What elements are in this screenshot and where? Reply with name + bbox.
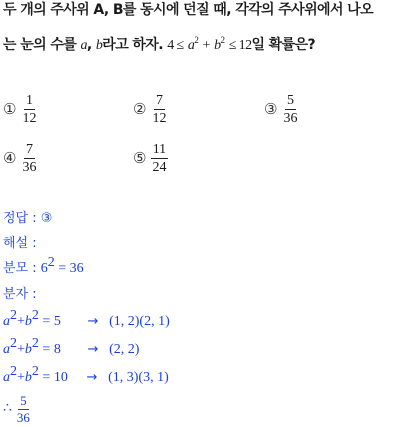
- choice-fraction: [20, 93, 38, 126]
- arrow-icon: →: [86, 370, 98, 385]
- term-b: b: [214, 38, 221, 53]
- term-a: a: [3, 370, 10, 385]
- choice-2[interactable]: [133, 92, 168, 126]
- exponent: 2: [10, 364, 17, 379]
- variable-a: a: [80, 38, 87, 53]
- choice-1[interactable]: [3, 92, 38, 126]
- denominator-base: 6: [40, 261, 48, 276]
- answer-label: 정답 :: [3, 211, 41, 226]
- question-text: 일 확률은?: [251, 37, 315, 53]
- numerator: 11: [152, 141, 167, 157]
- answer-value: ③: [40, 211, 53, 226]
- exponent: 2: [220, 35, 225, 45]
- term-a: a: [3, 314, 10, 329]
- numerator: 7: [155, 92, 163, 108]
- denominator: 36: [283, 110, 298, 126]
- numerator: 5: [286, 92, 294, 108]
- plus-sign: +: [17, 342, 25, 357]
- choice-number: ④: [3, 149, 17, 167]
- choice-number: ②: [133, 100, 147, 118]
- explanation-label: 해설 :: [3, 236, 37, 251]
- therefore-icon: ∴: [3, 401, 12, 416]
- denominator-result: = 36: [54, 261, 84, 276]
- exponent: 2: [31, 364, 39, 379]
- case-row: $a^2+b^2 = 8 \to (2$, 2): [3, 336, 140, 357]
- choice-5[interactable]: [133, 141, 168, 175]
- exponent: 2: [31, 308, 39, 323]
- choice-4[interactable]: [3, 141, 38, 175]
- case-row: $a^2+b^2 = 10 \to (1$, 3)(3, 1): [3, 364, 169, 385]
- denominator: 36: [22, 159, 37, 175]
- term-b: b: [24, 370, 32, 385]
- arrow-icon: →: [87, 314, 99, 329]
- case-sum: 5: [53, 314, 61, 329]
- result-fraction: [15, 394, 32, 425]
- choice-number: ⑤: [133, 149, 147, 167]
- case-pairs: (1, 3)(3, 1): [108, 370, 169, 385]
- denominator: 24: [152, 159, 167, 175]
- denominator: 36: [16, 409, 30, 425]
- numerator: 5: [20, 392, 27, 408]
- plus-sign: +: [17, 370, 25, 385]
- exponent: 2: [10, 308, 17, 323]
- numerator-label: 분자 :: [3, 287, 37, 302]
- exponent: 2: [31, 336, 39, 351]
- term-b: b: [24, 342, 32, 357]
- choice-3[interactable]: [264, 92, 299, 126]
- comma: ,: [86, 37, 92, 53]
- exponent: 2: [194, 35, 199, 45]
- numerator: 7: [25, 141, 33, 157]
- term-a: a: [187, 38, 195, 53]
- choice-number: ③: [264, 100, 278, 118]
- choice-fraction: [150, 93, 168, 126]
- answer-line: [3, 210, 52, 228]
- denominator-line: [3, 255, 84, 278]
- plus-sign: +: [202, 38, 210, 53]
- denominator-label: 분모 :: [3, 261, 41, 276]
- term-b: b: [24, 314, 32, 329]
- inequality-left: 4 ≤: [167, 38, 184, 53]
- result-line: [3, 392, 32, 426]
- denominator: 12: [152, 110, 167, 126]
- denominator: 12: [22, 110, 37, 126]
- question-text: 라고 하자.: [102, 37, 163, 53]
- choice-fraction: [150, 142, 168, 175]
- question-line-1: 두 개의 주사위 A, B를 동시에 던질 때, 각각의 주사위에서 나오: [3, 2, 373, 18]
- case-sum: 8: [53, 342, 61, 357]
- variable-b: b: [95, 38, 103, 53]
- term-a: a: [3, 342, 10, 357]
- inequality-right: ≤ 12: [228, 38, 252, 53]
- case-sum: 10: [53, 370, 68, 385]
- question-text: 는 눈의 수를: [3, 37, 77, 53]
- question-line-2: [3, 35, 315, 56]
- plus-sign: +: [17, 314, 25, 329]
- choice-fraction: [281, 93, 299, 126]
- choice-number: ①: [3, 100, 17, 118]
- numerator: 1: [25, 92, 33, 108]
- exponent: 2: [10, 336, 17, 351]
- case-pairs: (1, 2)(2, 1): [109, 314, 170, 329]
- arrow-icon: →: [87, 342, 99, 357]
- case-pairs: (2, 2): [109, 342, 140, 357]
- choice-fraction: [20, 142, 38, 175]
- case-row: $a^2+b^2 = 5 \to (1$, 2)(2, 1): [3, 308, 170, 329]
- denominator-exponent: 2: [47, 255, 55, 270]
